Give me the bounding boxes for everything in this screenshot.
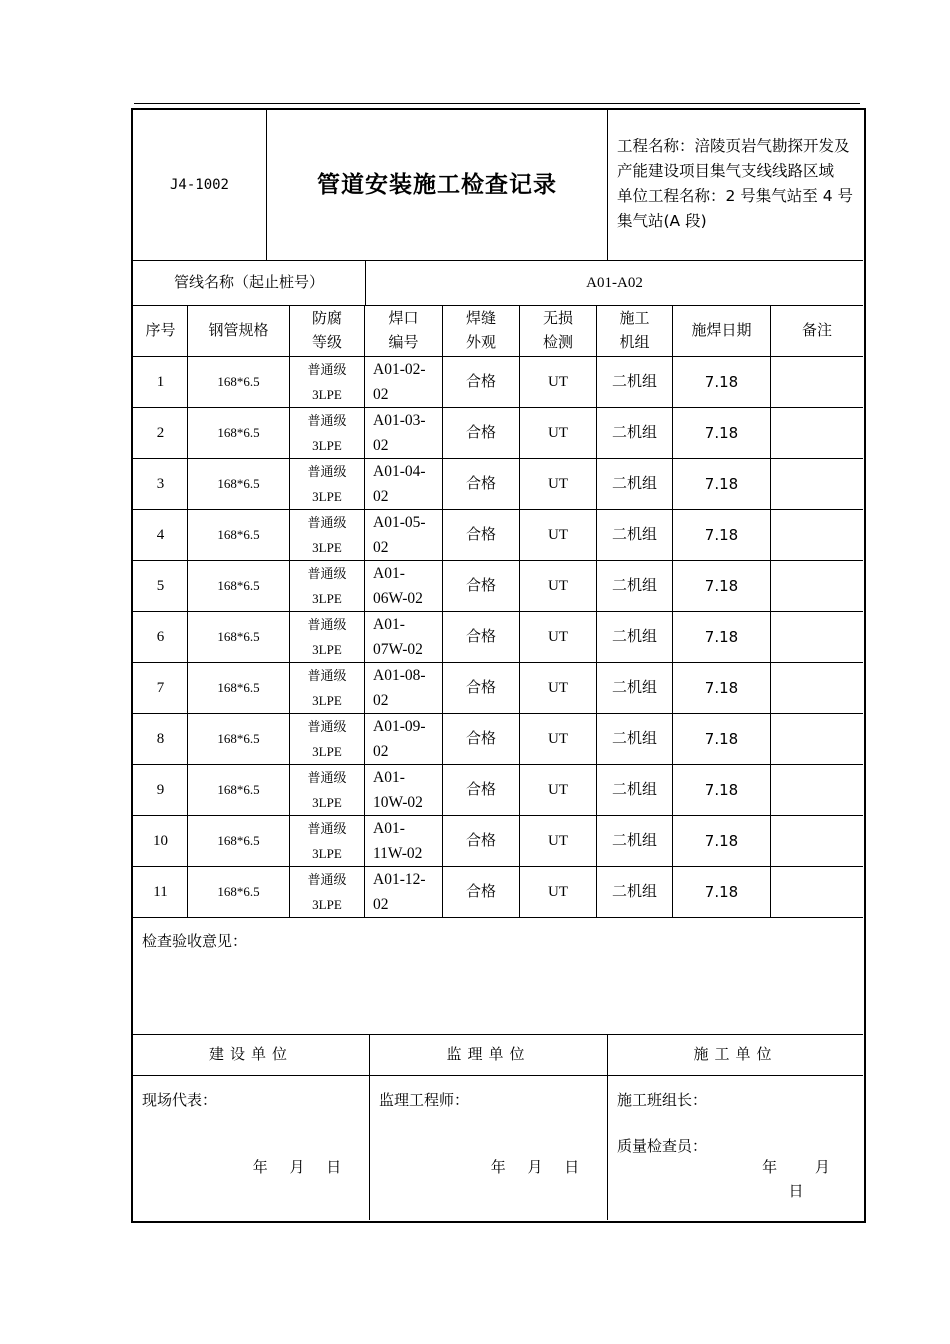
col-header-appearance <box>443 305 519 356</box>
table-cell-date: 7.18 <box>704 780 739 799</box>
table-cell-crew: 二机组 <box>611 424 657 441</box>
table-cell-spec: 168*6.5 <box>217 884 260 899</box>
table-cell-remark <box>771 866 863 917</box>
project-label: 工程名称： <box>617 138 695 155</box>
table-cell-crew: 二机组 <box>611 781 657 798</box>
table-cell-appearance: 合格 <box>465 781 496 798</box>
table-cell-remark <box>771 713 863 764</box>
table-cell-crew: 二机组 <box>611 730 657 747</box>
table-cell-date: 7.18 <box>704 729 739 748</box>
table-cell-seq: 3 <box>156 475 165 492</box>
table-cell-coating <box>290 611 364 662</box>
coating-type: 3LPE <box>312 641 342 657</box>
col-header-ndt-line2: 检测 <box>542 334 573 351</box>
table-cell-crew: 二机组 <box>611 373 657 390</box>
col-header-weld <box>365 305 442 356</box>
table-cell-appearance: 合格 <box>465 628 496 645</box>
coating-type: 3LPE <box>312 845 342 861</box>
weld-id-line1: A01-02- <box>373 360 426 378</box>
coating-type: 3LPE <box>312 896 342 912</box>
col-header-ndt-line1: 无损 <box>542 310 573 327</box>
col-header-crew-line1: 施工 <box>619 310 650 327</box>
coating-type: 3LPE <box>312 539 342 555</box>
table-cell-remark <box>771 611 863 662</box>
table-cell-appearance: 合格 <box>465 883 496 900</box>
table-cell-spec: 168*6.5 <box>217 476 260 491</box>
table-cell-seq: 10 <box>153 832 168 849</box>
weld-id-line1: A01-12- <box>373 870 426 888</box>
table-cell-appearance: 合格 <box>465 526 496 543</box>
table-cell-remark <box>771 662 863 713</box>
col-header-weld-line2: 编号 <box>388 334 419 351</box>
coating-type: 3LPE <box>312 794 342 810</box>
table-cell-date: 7.18 <box>704 831 739 850</box>
table-cell-coating <box>290 356 364 407</box>
table-cell-weld <box>365 815 442 866</box>
supervisor-engineer-label: 监理工程师： <box>379 1093 470 1109</box>
col-header-seq: 序号 <box>145 322 176 339</box>
table-cell-date: 7.18 <box>704 423 739 442</box>
table-cell-ndt: UT <box>548 424 568 441</box>
weld-id-line1: A01-08- <box>373 666 426 684</box>
coating-grade: 普通级 <box>307 616 347 632</box>
weld-id-line1: A01- <box>373 768 405 786</box>
coating-grade: 普通级 <box>307 871 347 887</box>
table-cell-remark <box>771 356 863 407</box>
table-cell-seq: 1 <box>156 373 165 390</box>
owner-rep-label: 现场代表： <box>142 1093 218 1109</box>
col-header-weld-line1: 焊口 <box>388 310 419 327</box>
table-cell-remark <box>771 815 863 866</box>
weld-id-line2: 11W-02 <box>373 844 423 862</box>
coating-type: 3LPE <box>312 692 342 708</box>
coating-grade: 普通级 <box>307 565 347 581</box>
table-cell-ndt: UT <box>548 730 568 747</box>
table-cell-seq: 8 <box>156 730 165 747</box>
weld-id-line1: A01-05- <box>373 513 426 531</box>
weld-id-line2: 02 <box>373 538 389 556</box>
col-header-spec: 钢管规格 <box>208 322 269 339</box>
weld-id-line1: A01-03- <box>373 411 426 429</box>
supervisor-heading: 监理单位 <box>446 1046 531 1063</box>
pipeline-value: A01-A02 <box>586 274 643 291</box>
table-cell-remark <box>771 458 863 509</box>
weld-id-line2: 06W-02 <box>373 589 423 607</box>
table-cell-spec: 168*6.5 <box>217 374 260 389</box>
col-header-ndt <box>520 305 596 356</box>
table-cell-coating <box>290 815 364 866</box>
table-cell-coating <box>290 458 364 509</box>
contractor-heading: 施工单位 <box>693 1046 778 1063</box>
col-header-appearance-line2: 外观 <box>465 334 496 351</box>
coating-grade: 普通级 <box>307 412 347 428</box>
coating-type: 3LPE <box>312 437 342 453</box>
coating-type: 3LPE <box>312 743 342 759</box>
table-cell-appearance: 合格 <box>465 577 496 594</box>
weld-id-line1: A01-04- <box>373 462 426 480</box>
table-cell-spec: 168*6.5 <box>217 527 260 542</box>
table-cell-appearance: 合格 <box>465 373 496 390</box>
weld-id-line2: 02 <box>373 895 389 913</box>
weld-id-line2: 02 <box>373 385 389 403</box>
table-cell-seq: 2 <box>156 424 165 441</box>
table-cell-remark <box>771 764 863 815</box>
table-cell-remark <box>771 560 863 611</box>
col-header-coating-line1: 防腐 <box>311 310 342 327</box>
table-cell-seq: 9 <box>156 781 165 798</box>
table-cell-ndt: UT <box>548 832 568 849</box>
rule-signature-mid <box>133 1075 863 1076</box>
weld-id-line2: 10W-02 <box>373 793 423 811</box>
coating-grade: 普通级 <box>307 820 347 836</box>
table-cell-coating <box>290 866 364 917</box>
table-cell-coating <box>290 509 364 560</box>
table-cell-weld <box>365 713 442 764</box>
coating-type: 3LPE <box>312 386 342 402</box>
table-cell-date: 7.18 <box>704 525 739 544</box>
table-cell-crew: 二机组 <box>611 628 657 645</box>
owner-heading: 建设单位 <box>208 1046 293 1063</box>
weld-id-line2: 02 <box>373 742 389 760</box>
weld-id-line2: 02 <box>373 691 389 709</box>
table-cell-date: 7.18 <box>704 627 739 646</box>
table-cell-seq: 11 <box>153 883 168 900</box>
coating-grade: 普通级 <box>307 463 347 479</box>
table-cell-ndt: UT <box>548 577 568 594</box>
table-cell-weld <box>365 407 442 458</box>
table-cell-appearance: 合格 <box>465 832 496 849</box>
table-cell-seq: 4 <box>156 526 165 543</box>
weld-id-line1: A01- <box>373 615 405 633</box>
project-info <box>608 134 861 260</box>
table-cell-ndt: UT <box>548 526 568 543</box>
weld-id-line1: A01- <box>373 819 405 837</box>
table-cell-spec: 168*6.5 <box>217 731 260 746</box>
table-cell-weld <box>365 509 442 560</box>
table-cell-ndt: UT <box>548 883 568 900</box>
project-name: 涪陵页岩气勘探开发及产能建设项目集气支线线路区域 <box>617 138 850 180</box>
coating-grade: 普通级 <box>307 718 347 734</box>
table-cell-spec: 168*6.5 <box>217 578 260 593</box>
coating-grade: 普通级 <box>307 667 347 683</box>
weld-id-line2: 02 <box>373 436 389 454</box>
table-cell-spec: 168*6.5 <box>217 629 260 644</box>
table-cell-date: 7.18 <box>704 372 739 391</box>
table-cell-weld <box>365 560 442 611</box>
table-cell-crew: 二机组 <box>611 577 657 594</box>
table-cell-crew: 二机组 <box>611 679 657 696</box>
page-title: 管道安装施工检查记录 <box>317 172 557 198</box>
col-header-crew <box>597 305 672 356</box>
table-cell-weld <box>365 458 442 509</box>
table-cell-crew: 二机组 <box>611 832 657 849</box>
coating-grade: 普通级 <box>307 514 347 530</box>
table-cell-weld <box>365 356 442 407</box>
col-header-coating-line2: 等级 <box>311 334 342 351</box>
owner-date: 年 月 日 <box>252 1160 348 1176</box>
table-cell-appearance: 合格 <box>465 730 496 747</box>
col-header-crew-line2: 机组 <box>619 334 650 351</box>
table-cell-date: 7.18 <box>704 678 739 697</box>
table-cell-spec: 168*6.5 <box>217 833 260 848</box>
crew-leader-label: 施工班组长： <box>617 1093 708 1109</box>
table-cell-remark <box>771 407 863 458</box>
pipeline-label: 管线名称（起止桩号） <box>173 274 324 291</box>
table-cell-weld <box>365 764 442 815</box>
table-cell-ndt: UT <box>548 781 568 798</box>
col-header-remark: 备注 <box>801 322 832 339</box>
contractor-date: 年 月 日 <box>762 1160 836 1200</box>
table-cell-crew: 二机组 <box>611 883 657 900</box>
weld-id-line1: A01- <box>373 564 405 582</box>
quality-inspector-label: 质量检查员： <box>617 1139 708 1155</box>
opinion-label: 检查验收意见： <box>142 934 248 950</box>
weld-id-line2: 02 <box>373 487 389 505</box>
coating-type: 3LPE <box>312 590 342 606</box>
top-rule <box>134 103 860 104</box>
weld-id-line1: A01-09- <box>373 717 426 735</box>
table-cell-appearance: 合格 <box>465 424 496 441</box>
table-cell-seq: 5 <box>156 577 165 594</box>
table-cell-coating <box>290 662 364 713</box>
table-cell-coating <box>290 560 364 611</box>
coating-grade: 普通级 <box>307 361 347 377</box>
table-cell-coating <box>290 713 364 764</box>
table-cell-ndt: UT <box>548 679 568 696</box>
table-cell-date: 7.18 <box>704 474 739 493</box>
table-cell-crew: 二机组 <box>611 475 657 492</box>
coating-type: 3LPE <box>312 488 342 504</box>
table-cell-date: 7.18 <box>704 576 739 595</box>
table-cell-ndt: UT <box>548 628 568 645</box>
weld-id-line2: 07W-02 <box>373 640 423 658</box>
table-cell-spec: 168*6.5 <box>217 680 260 695</box>
table-cell-date: 7.18 <box>704 882 739 901</box>
table-cell-crew: 二机组 <box>611 526 657 543</box>
table-cell-weld <box>365 662 442 713</box>
table-cell-seq: 6 <box>156 628 165 645</box>
table-cell-weld <box>365 866 442 917</box>
table-cell-spec: 168*6.5 <box>217 782 260 797</box>
table-cell-seq: 7 <box>156 679 165 696</box>
table-cell-remark <box>771 509 863 560</box>
rule-opinion-top <box>133 917 863 918</box>
coating-grade: 普通级 <box>307 769 347 785</box>
unit-name: 2 号集气站至 4 号集气站(A 段) <box>617 187 854 230</box>
table-cell-appearance: 合格 <box>465 679 496 696</box>
col-header-appearance-line1: 焊缝 <box>465 310 496 327</box>
table-cell-spec: 168*6.5 <box>217 425 260 440</box>
col-header-coating <box>290 305 364 356</box>
table-cell-weld <box>365 611 442 662</box>
table-cell-ndt: UT <box>548 373 568 390</box>
table-cell-coating <box>290 764 364 815</box>
col-header-date: 施焊日期 <box>691 322 752 339</box>
table-cell-appearance: 合格 <box>465 475 496 492</box>
table-cell-ndt: UT <box>548 475 568 492</box>
form-code: J4-1002 <box>169 177 229 193</box>
supervisor-date: 年 月 日 <box>490 1160 586 1176</box>
table-cell-coating <box>290 407 364 458</box>
unit-label: 单位工程名称： <box>617 188 726 205</box>
